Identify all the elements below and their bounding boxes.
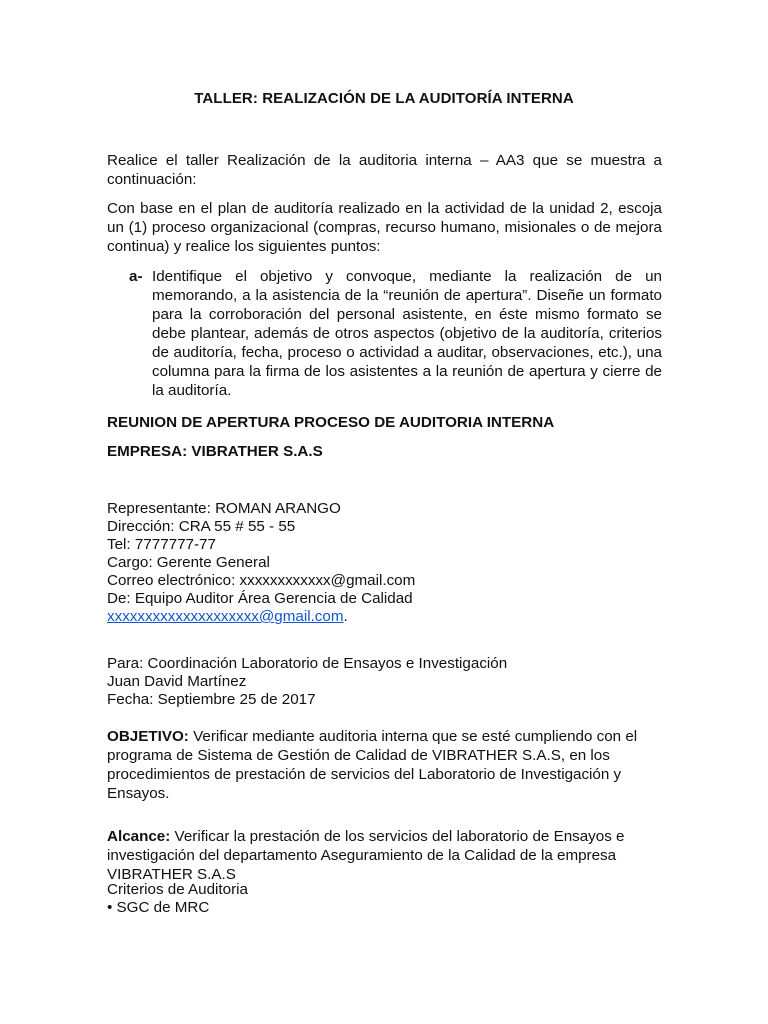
scope-label: Alcance:	[107, 828, 171, 845]
scope-text: Verificar la prestación de los servicios del laboratorio de Ensayos e investigación del departamento Aseguramiento de la Calidad de la empresa VIBRATHER S.A.S	[107, 828, 625, 883]
to-line: Para: Coordinación Laboratorio de Ensayos e Investigación	[107, 655, 508, 672]
objective-text: Verificar mediante auditoria interna que se esté cumpliendo con el programa de Sistema de Gestión de Calidad de VIBRATHER S.A.S, en los procedimientos de prestación de servicios del Laboratorio de Investigación y Ensayos.	[107, 728, 638, 802]
criteria-bullet-item: • SGC de MRC	[107, 899, 210, 916]
representative-line: Representante: ROMAN ARANGO	[107, 500, 341, 517]
objective-label: OBJETIVO:	[107, 728, 189, 745]
objective-paragraph	[107, 727, 647, 803]
date-line: Fecha: Septiembre 25 de 2017	[107, 691, 316, 708]
from-email-suffix: .	[343, 608, 348, 625]
intro-paragraph-2: Con base en el plan de auditoría realizado en la actividad de la unidad 2, escoja un (1) proceso organizacional (compras, recurso humano, misionales o de mejora continua) y realice los siguientes puntos:	[107, 200, 662, 255]
position-line: Cargo: Gerente General	[107, 554, 270, 571]
to-name-line: Juan David Martínez	[107, 673, 247, 690]
email-line: Correo electrónico: xxxxxxxxxxxx@gmail.com	[107, 572, 416, 589]
intro-paragraph-1: Realice el taller Realización de la auditoria interna – AA3 que se muestra a continuación:	[107, 152, 662, 188]
company-heading: EMPRESA: VIBRATHER S.A.S	[107, 443, 323, 460]
phone-line: Tel: 7777777-77	[107, 536, 216, 553]
scope-paragraph	[107, 827, 647, 884]
criteria-heading: Criterios de Auditoria	[107, 881, 248, 898]
memo-recipient-block	[107, 655, 507, 709]
page-title: TALLER: REALIZACIÓN DE LA AUDITORÍA INTERNA	[194, 90, 574, 107]
memo-sender-block	[107, 500, 415, 626]
list-item-marker: a-	[129, 268, 143, 285]
from-email-line	[107, 608, 415, 626]
list-item-text: Identifique el objetivo y convoque, mediante la realización de un memorando, a la asistencia de la “reunión de apertura”. Diseñe un formato para la corroboración del personal asistente, en éste mismo formato se debe plantear, además de otros aspectos (objetivo de la auditoría, criterios de auditoría, fecha, proceso o actividad a auditar, observaciones, etc.), una columna para la firma de los asistentes a la reunión de apertura y cierre de la auditoría.	[152, 268, 662, 399]
from-line: De: Equipo Auditor Área Gerencia de Calidad	[107, 590, 413, 607]
address-line: Dirección: CRA 55 # 55 - 55	[107, 518, 296, 535]
meeting-heading: REUNION DE APERTURA PROCESO DE AUDITORIA INTERNA	[107, 414, 555, 431]
from-email-link[interactable]: xxxxxxxxxxxxxxxxxxxx@gmail.com	[107, 608, 344, 625]
